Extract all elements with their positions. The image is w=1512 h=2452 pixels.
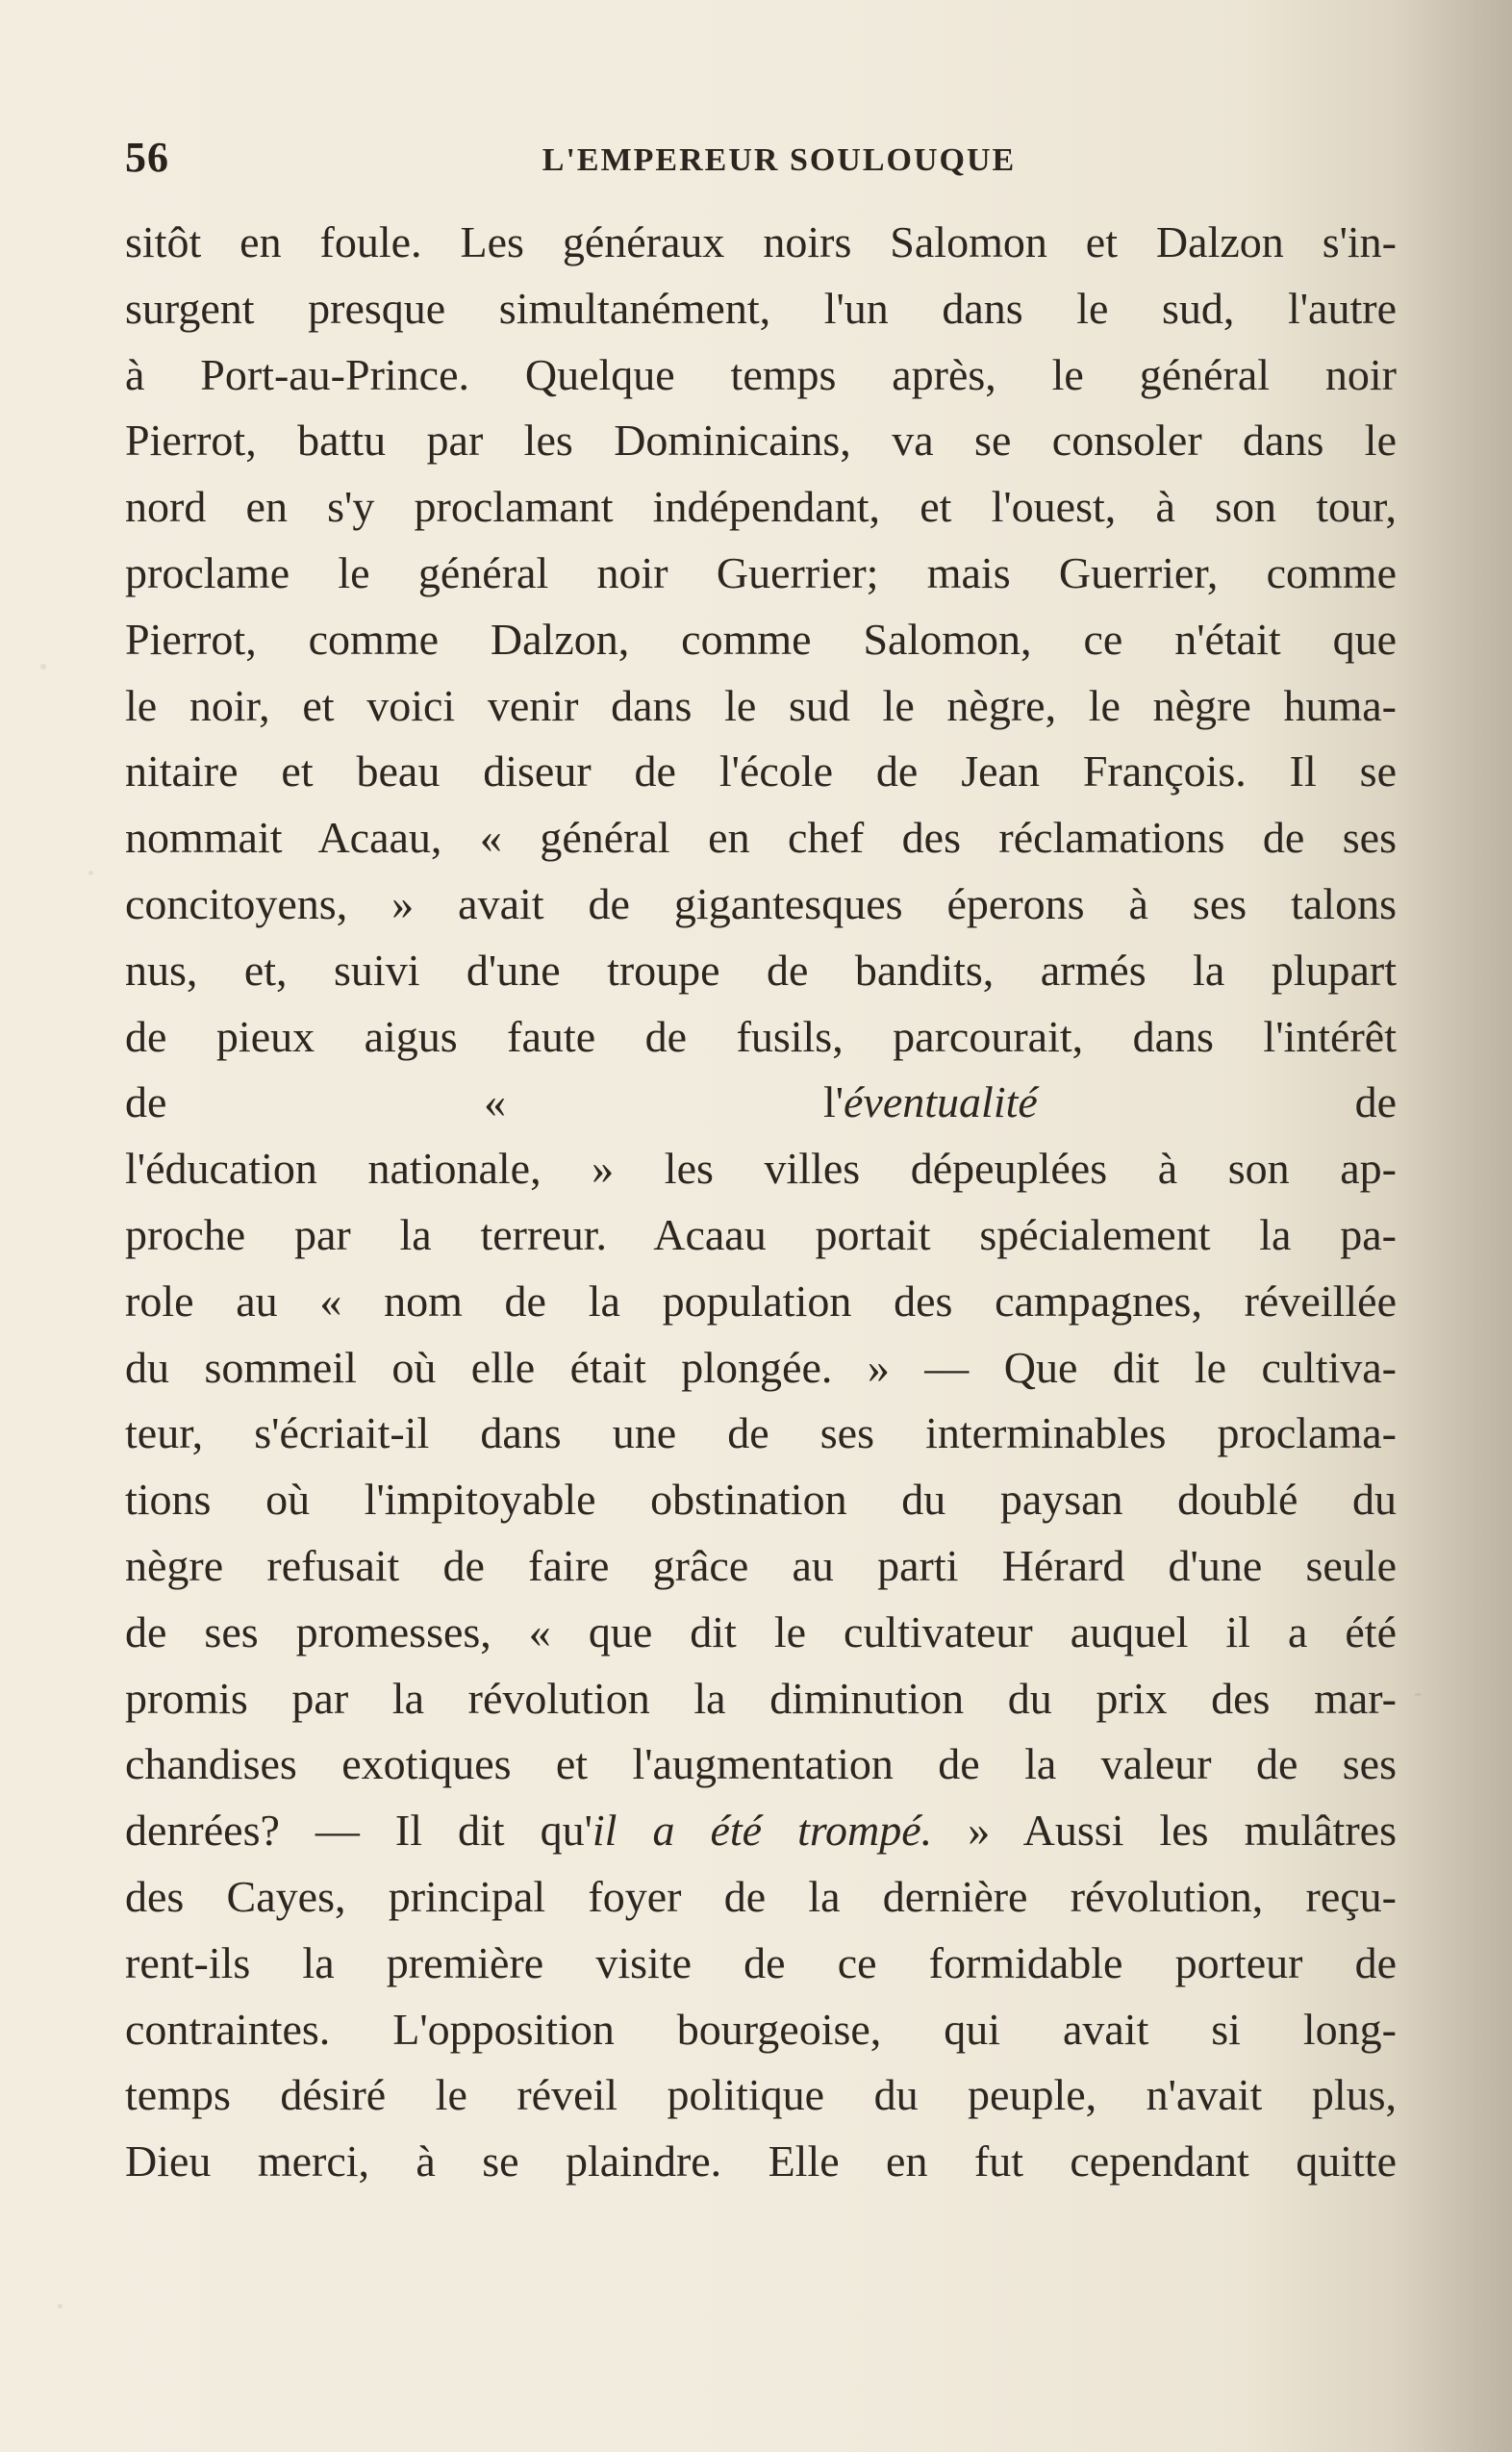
text-line (125, 1467, 1397, 1533)
text-line (125, 342, 1397, 409)
page-header (125, 133, 1397, 190)
line-text: des Cayes, principal foyer de la dernière révolution, reçu- (125, 1871, 1397, 1921)
line-text: Pierrot, comme Dalzon, comme Salomon, ce n'était que (125, 614, 1397, 664)
line-text: teur, s'écriait-il dans une de ses interminables proclama- (125, 1408, 1397, 1458)
line-text: de pieux aigus faute de fusils, parcourait, dans l'intérêt (125, 1011, 1397, 1061)
text-line (125, 2062, 1397, 2129)
text-line (125, 474, 1397, 541)
text-line (125, 1798, 1397, 1864)
line-text: nègre refusait de faire grâce au parti Hérard d'une seule (125, 1540, 1397, 1590)
line-text: Dieu merci, à se plaindre. Elle en fut cependant quitte (125, 2136, 1397, 2187)
text-line (125, 1136, 1397, 1202)
line-text: l'éducation nationale, » les villes dépeuplées à son ap- (125, 1144, 1397, 1194)
italic-text: il a été trompé. (592, 1806, 933, 1856)
line-text: role au « nom de la population des campagnes, réveillée (125, 1276, 1397, 1326)
text-line (125, 1335, 1397, 1402)
text-line (125, 541, 1397, 607)
text-line (125, 805, 1397, 872)
line-text: du sommeil où elle était plongée. » — Que dit le cultiva- (125, 1342, 1397, 1392)
line-text: nord en s'y proclamant indépendant, et l'ouest, à son tour, (125, 482, 1397, 532)
line-text-before: denrées? — Il dit qu' (125, 1806, 592, 1856)
text-line (125, 1864, 1397, 1931)
line-text: nommait Acaau, « général en chef des réclamations de ses (125, 813, 1397, 863)
text-line (125, 938, 1397, 1004)
text-line (125, 1533, 1397, 1600)
text-line (125, 1401, 1397, 1467)
text-line (125, 1931, 1397, 1997)
text-line (125, 1997, 1397, 2063)
paper-speck (88, 871, 93, 875)
text-line (125, 673, 1397, 740)
text-line (125, 1666, 1397, 1732)
line-text: nitaire et beau diseur de l'école de Jean François. Il se (125, 746, 1397, 796)
line-text: Pierrot, battu par les Dominicains, va se consoler dans le (125, 416, 1397, 466)
line-text: chandises exotiques et l'augmentation de la valeur de ses (125, 1739, 1397, 1789)
text-line (125, 1269, 1397, 1335)
line-text: temps désiré le réveil politique du peuple, n'avait plus, (125, 2070, 1397, 2120)
text-line (125, 739, 1397, 805)
text-line (125, 607, 1397, 673)
line-text: proche par la terreur. Acaau portait spécialement la pa- (125, 1209, 1397, 1259)
italic-text: éventualité (844, 1077, 1038, 1127)
line-text-after: de (1037, 1077, 1397, 1127)
paper-speck (40, 664, 46, 670)
page-number: 56 (125, 134, 169, 181)
line-text: tions où l'impitoyable obstination du paysan doublé du (125, 1475, 1397, 1525)
paper-speck (1414, 1693, 1422, 1696)
line-text: concitoyens, » avait de gigantesques éperons à ses talons (125, 878, 1397, 928)
line-text: de ses promesses, « que dit le cultivateur auquel il a été (125, 1606, 1397, 1656)
text-line (125, 1070, 1397, 1136)
text-line (125, 210, 1397, 276)
line-text: rent-ils la première visite de ce formidable porteur de (125, 1937, 1397, 1987)
text-line (125, 1600, 1397, 1666)
text-line (125, 408, 1397, 474)
body-text (125, 210, 1397, 2195)
running-head: L'EMPEREUR SOULOUQUE (542, 142, 1017, 178)
line-text-before: de « l' (125, 1077, 844, 1127)
text-line (125, 276, 1397, 342)
line-text: nus, et, suivi d'une troupe de bandits, armés la plupart (125, 945, 1397, 995)
text-line (125, 1732, 1397, 1798)
line-text: surgent presque simultanément, l'un dans le sud, l'autre (125, 283, 1397, 333)
text-line (125, 2129, 1397, 2195)
text-line (125, 872, 1397, 938)
paper-speck (58, 2304, 63, 2309)
text-line (125, 1004, 1397, 1071)
line-text: contraintes. L'opposition bourgeoise, qui avait si long- (125, 2004, 1397, 2054)
line-text: le noir, et voici venir dans le sud le nègre, le nègre huma- (125, 680, 1397, 730)
line-text: à Port-au-Prince. Quelque temps après, le général noir (125, 349, 1397, 399)
line-text: proclame le général noir Guerrier; mais Guerrier, comme (125, 547, 1397, 597)
line-text: promis par la révolution la diminution du prix des mar- (125, 1673, 1397, 1723)
line-text: sitôt en foule. Les généraux noirs Salomon et Dalzon s'in- (125, 217, 1397, 266)
line-text-after: » Aussi les mulâtres (932, 1806, 1397, 1856)
text-line (125, 1202, 1397, 1269)
